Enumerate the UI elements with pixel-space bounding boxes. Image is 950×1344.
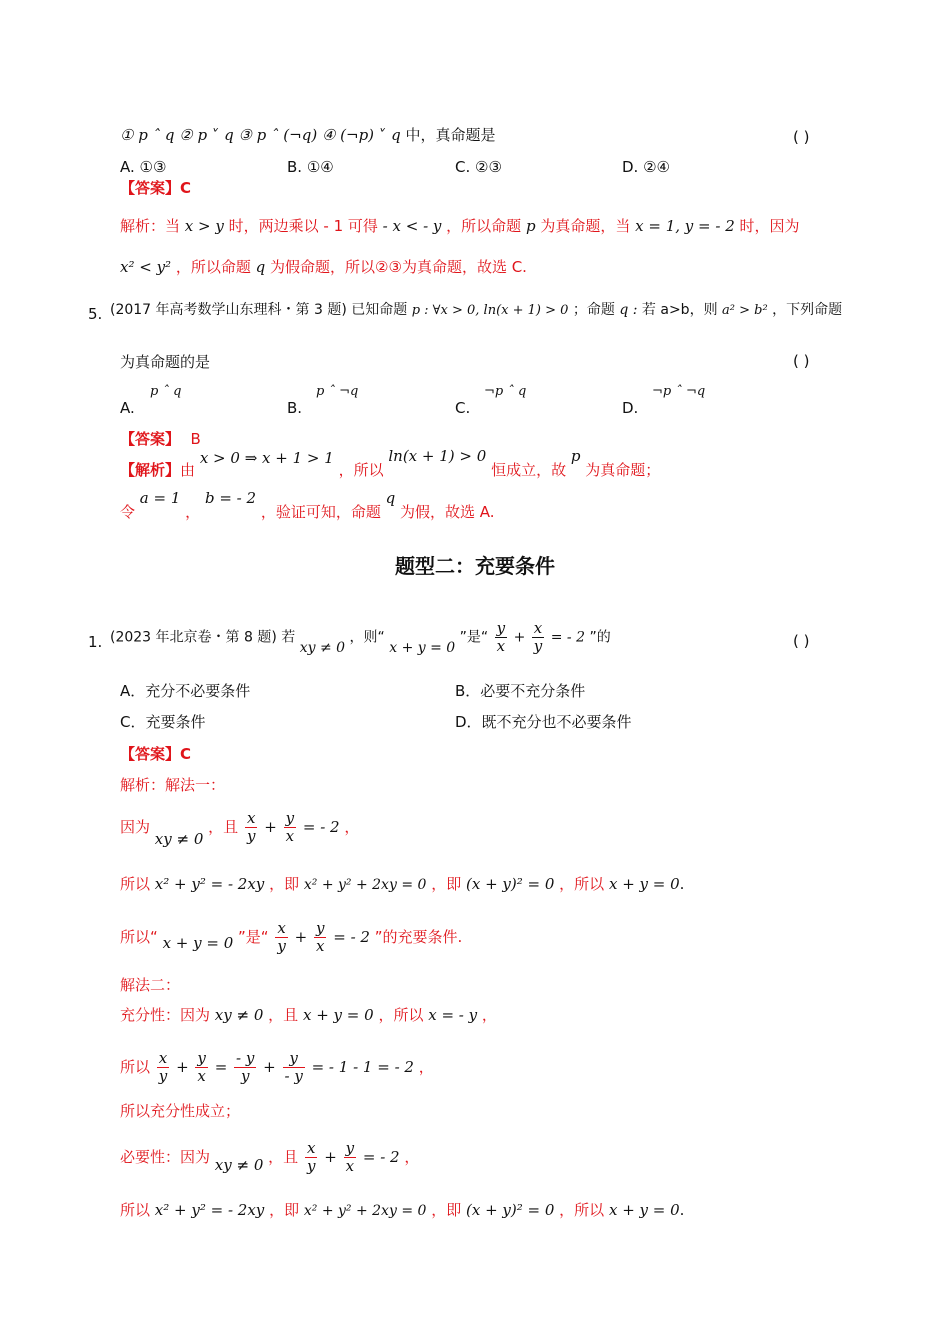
q5-stem-text-c: 若 a>b，则 xyxy=(641,302,718,318)
q5-answer-value: B xyxy=(190,430,201,448)
q4-sol1-math-1: x > y xyxy=(184,217,224,235)
q5-stem-text-b: ；命题 xyxy=(572,302,615,318)
q4-answer-value: C xyxy=(180,179,192,197)
q1-s8-math-4: x + y = 0 xyxy=(608,1201,680,1219)
q5-sol-math-2: ln(x + 1) > 0 xyxy=(388,447,487,465)
q5-solution-line2 xyxy=(120,489,495,522)
q5-number: 5. xyxy=(88,305,103,323)
q1-s7-frac2-den: x xyxy=(345,1157,355,1175)
q1-s3-math-1: x + y = 0 xyxy=(162,934,234,952)
q5-sol2-math-3: q xyxy=(385,489,396,507)
q1-s5-frac-2 xyxy=(195,1050,207,1085)
q1-s1-frac1-den: y xyxy=(246,827,256,845)
q1-stem-text-d: ”的 xyxy=(589,629,611,646)
q1-s5-frac4-den: - y xyxy=(284,1067,303,1085)
q4-sol2-text-a: ，所以命题 xyxy=(175,258,251,276)
q1-sol-line3 xyxy=(120,920,462,955)
q1-s3-frac-2 xyxy=(314,920,326,955)
q1-s5-frac-4 xyxy=(283,1050,305,1085)
q1-option-b: B．必要不充分条件 xyxy=(455,682,586,700)
q1-sol-line8 xyxy=(120,1200,684,1221)
q1-option-a: A．充分不必要条件 xyxy=(120,682,251,700)
q4-sol1-text-b: 时，两边乘以 - 1 可得 xyxy=(228,217,378,235)
q1-s8-text-b: ，即 xyxy=(269,1201,300,1219)
section-title: 题型二：充要条件 xyxy=(395,554,555,578)
q5-option-d-label: D. xyxy=(622,399,639,417)
q1-sol-line4 xyxy=(120,1005,497,1025)
q5-sol-text-a: 由 xyxy=(180,461,196,479)
q1-answer-value: C xyxy=(180,745,192,763)
q1-stem-math-2: x + y = 0 xyxy=(389,639,456,656)
q1-s4-text-c: ，所以 xyxy=(378,1006,424,1024)
q1-s8-math-2: x² + y² + 2xy = 0 xyxy=(303,1203,427,1219)
q1-s7-frac-2 xyxy=(344,1140,356,1175)
q1-s5-frac2-den: x xyxy=(197,1067,206,1085)
q1-s1-math-1: xy ≠ 0 xyxy=(154,830,204,848)
q5-sol-text-c: 恒成立，故 xyxy=(491,461,567,479)
q4-answer xyxy=(120,178,191,198)
q1-s7-text-a: 必要性：因为 xyxy=(120,1148,211,1166)
q1-option-c: C．充要条件 xyxy=(120,713,206,731)
q5-solution-line1 xyxy=(120,447,661,480)
q1-s2-period: . xyxy=(679,875,685,893)
q1-method2-title: 解法二： xyxy=(120,976,181,994)
q1-stem-frac-1 xyxy=(495,620,507,655)
q1-s7-eq: = - 2 xyxy=(362,1148,400,1166)
q1-s8-math-3: (x + y)² = 0 xyxy=(465,1201,555,1219)
q5-option-b-label: B. xyxy=(287,399,303,417)
q5-option-c: ¬p ˆ q xyxy=(484,384,527,399)
q1-s3-frac1-den: y xyxy=(277,937,286,955)
q4-sol1-math-3: p xyxy=(525,217,536,235)
q5-answer-paren: ( ) xyxy=(793,352,810,370)
q5-sol2-text-a: 令 xyxy=(120,503,136,521)
q4-answer-label: 【答案】 xyxy=(120,179,181,197)
q1-s1-eq: = - 2 xyxy=(302,818,340,836)
q5-source: (2017 年高考数学山东理科・第 3 题) xyxy=(110,302,347,318)
q5-option-d: ¬p ˆ ¬q xyxy=(652,384,706,399)
q1-s5-frac2-num: y xyxy=(197,1049,206,1067)
q1-method1-title: 解析：解法一： xyxy=(120,776,226,794)
q1-s8-math-1: x² + y² = - 2xy xyxy=(154,1201,265,1219)
q1-s1-frac-2 xyxy=(284,810,296,845)
q1-stem-text-b: ，则“ xyxy=(349,629,385,646)
q1-stem-frac-2 xyxy=(532,620,544,655)
q1-s8-text-c: ，即 xyxy=(431,1201,462,1219)
q1-answer xyxy=(120,744,191,764)
q5-stem-text-a: 已知命题 xyxy=(351,302,408,318)
q1-s5-text-b: ， xyxy=(418,1058,434,1076)
q5-sol-math-1: x > 0 ⇒ x + 1 > 1 xyxy=(199,449,334,467)
q1-s2-math-1: x² + y² = - 2xy xyxy=(154,875,265,893)
q1-s7-frac1-den: y xyxy=(306,1157,316,1175)
q5-option-a: p ˆ q xyxy=(150,384,182,399)
q1-sol-line5 xyxy=(120,1050,434,1085)
q5-stem-text-d: ，下列命题 xyxy=(772,302,843,318)
q1-s5-frac1-den: y xyxy=(158,1067,168,1085)
q1-stem-text-c: ”是“ xyxy=(459,629,489,646)
q4-sol1-math-2: - x < - y xyxy=(382,217,442,235)
q1-s5-frac3-den: y xyxy=(240,1067,250,1085)
q5-sol-text-d: 为真命题； xyxy=(585,461,661,479)
q1-s4-math-3: x = - y xyxy=(428,1006,478,1024)
q4-propositions: ① p ˆ q ② p ˅ q ③ p ˆ (¬q) ④ (¬p) ˅ q xyxy=(120,126,401,144)
q1-s7-plus: + xyxy=(324,1148,337,1166)
q5-option-c-label: C. xyxy=(455,399,471,417)
q1-s4-math-2: x + y = 0 xyxy=(302,1006,374,1024)
q1-option-d: D．既不充分也不必要条件 xyxy=(455,713,632,731)
q1-s4-text-b: ，且 xyxy=(268,1006,299,1024)
q4-option-a: A. ①③ xyxy=(120,158,167,176)
q1-s7-text-c: ， xyxy=(404,1148,420,1166)
q1-s5-plus-1: + xyxy=(176,1058,189,1076)
q4-sol2-text-b: 为假命题，所以②③为真命题，故选 C. xyxy=(270,258,527,276)
q1-s3-eq: = - 2 xyxy=(333,928,370,946)
q4-solution-line2 xyxy=(120,257,527,277)
q5-sol2-math-2: b = - 2 xyxy=(204,489,257,507)
q5-sol-text-b: ，所以 xyxy=(338,461,384,479)
q1-s1-text-b: ，且 xyxy=(208,818,239,836)
q4-sol1-text-d: 为真命题，当 xyxy=(540,217,631,235)
q4-solution-line1 xyxy=(120,216,800,236)
q1-number: 1. xyxy=(88,633,103,651)
q1-s8-period: . xyxy=(679,1201,685,1219)
q4-propositions-line xyxy=(120,125,495,145)
q1-sol-line6: 所以充分性成立； xyxy=(120,1102,241,1120)
q1-s8-text-a: 所以 xyxy=(120,1201,151,1219)
q1-s3-frac-1 xyxy=(275,920,287,955)
q1-stem-eq: = - 2 xyxy=(550,629,585,646)
q1-s5-text-a: 所以 xyxy=(120,1058,151,1076)
q1-s5-frac3-num: - y xyxy=(236,1049,255,1067)
q5-stem-math-3: a² > b² xyxy=(722,303,768,318)
q1-s5-frac4-num: y xyxy=(283,1050,305,1068)
q1-answer-label: 【答案】 xyxy=(120,745,181,763)
q1-s3-text-a: 所以“ xyxy=(120,928,158,946)
q1-s3-frac2-den: x xyxy=(315,937,325,955)
q1-stem-frac1-num: y xyxy=(496,619,506,637)
q1-s5-eq-1: = xyxy=(214,1058,228,1076)
q5-stem-math-1: p : ∀x > 0, ln(x + 1) > 0 xyxy=(411,303,569,318)
q1-stem-plus: + xyxy=(513,629,526,646)
q5-sol2-math-1: a = 1 xyxy=(139,489,181,507)
q1-sol-line7 xyxy=(120,1140,419,1175)
q4-sol2-math-2: q xyxy=(255,258,266,276)
q1-s2-math-4: x + y = 0 xyxy=(608,875,680,893)
q4-sol1-math-4: x = 1, y = - 2 xyxy=(635,217,735,235)
q4-tail: 中，真命题是 xyxy=(405,126,496,144)
q1-sol-line1 xyxy=(120,809,360,848)
q5-sol2-text-b: ，验证可知，命题 xyxy=(260,503,381,521)
q1-s5-frac-1 xyxy=(157,1050,169,1085)
q1-s7-math-1: xy ≠ 0 xyxy=(214,1156,264,1174)
q1-sol-line2 xyxy=(120,874,684,895)
q1-s5-frac1-num: x xyxy=(157,1050,169,1068)
q1-s1-plus: + xyxy=(264,818,277,836)
q4-option-b: B. ①④ xyxy=(287,158,334,176)
q4-option-d: D. ②④ xyxy=(622,158,670,176)
q1-s4-math-1: xy ≠ 0 xyxy=(214,1006,264,1024)
q1-s3-text-c: ”的充要条件. xyxy=(374,928,463,946)
q1-s5-plus-2: + xyxy=(263,1058,276,1076)
q1-s3-plus: + xyxy=(294,928,308,946)
q1-s3-frac2-num: y xyxy=(315,919,325,937)
q1-s7-frac-1 xyxy=(305,1140,317,1175)
q5-stem-line2: 为真命题的是 xyxy=(120,353,211,371)
q5-sol2-sep: ， xyxy=(185,503,201,521)
q1-stem xyxy=(110,620,611,655)
q5-sol-math-3: p xyxy=(570,447,581,465)
q5-answer xyxy=(120,429,201,449)
q5-sol2-text-c: 为假，故选 A. xyxy=(400,503,495,521)
q1-s2-math-3: (x + y)² = 0 xyxy=(465,875,555,893)
q1-s7-text-b: ，且 xyxy=(268,1148,299,1166)
q4-option-c: C. ②③ xyxy=(455,158,502,176)
q1-stem-frac2-num: x xyxy=(532,620,544,638)
q1-stem-text-a: 若 xyxy=(281,629,296,646)
q1-source: (2023 年北京卷・第 8 题) xyxy=(110,629,277,646)
q5-answer-label: 【答案】 xyxy=(120,430,181,448)
q1-s1-frac2-num: y xyxy=(285,809,295,827)
q1-s7-frac1-num: x xyxy=(305,1140,317,1158)
q1-s5-frac-3 xyxy=(234,1050,256,1085)
q1-s4-text-d: ， xyxy=(481,1006,497,1024)
q5-option-a-label: A. xyxy=(120,399,135,417)
q5-stem-line1 xyxy=(110,300,842,321)
q1-s1-frac1-num: x xyxy=(245,810,257,828)
q4-sol2-math-1: x² < y² xyxy=(120,258,172,276)
q1-stem-math-1: xy ≠ 0 xyxy=(299,639,346,656)
q1-s8-text-d: ，所以 xyxy=(559,1201,605,1219)
q1-s2-text-b: ，即 xyxy=(269,875,300,893)
q5-stem-math-2: q : xyxy=(619,302,638,318)
q1-s2-text-a: 所以 xyxy=(120,875,151,893)
q1-s3-text-b: ”是“ xyxy=(238,928,269,946)
q1-s2-text-c: ，即 xyxy=(431,875,462,893)
q1-stem-frac2-den: y xyxy=(533,637,543,655)
q1-s5-eq-2: = - 1 - 1 = - 2 xyxy=(311,1058,414,1076)
q1-s7-frac2-num: y xyxy=(345,1139,355,1157)
q1-stem-frac1-den: x xyxy=(496,637,506,655)
q1-s3-frac1-num: x xyxy=(275,920,287,938)
q1-s1-frac2-den: x xyxy=(285,827,295,845)
q1-s2-text-d: ，所以 xyxy=(559,875,605,893)
q1-s1-text-c: ， xyxy=(344,818,360,836)
q4-sol1-text-c: ，所以命题 xyxy=(446,217,522,235)
q1-s2-math-2: x² + y² + 2xy = 0 xyxy=(303,877,427,893)
q4-sol1-text-a: 解析：当 xyxy=(120,217,181,235)
q4-answer-paren: ( ) xyxy=(793,128,810,146)
q1-s1-frac-1 xyxy=(245,810,257,845)
q5-solution-label: 【解析】 xyxy=(120,461,181,479)
q1-answer-paren: ( ) xyxy=(793,632,810,650)
q1-s4-text-a: 充分性：因为 xyxy=(120,1006,211,1024)
q1-s1-text-a: 因为 xyxy=(120,818,151,836)
q5-option-b: p ˆ ¬q xyxy=(316,384,359,399)
q4-sol1-text-e: 时，因为 xyxy=(739,217,800,235)
